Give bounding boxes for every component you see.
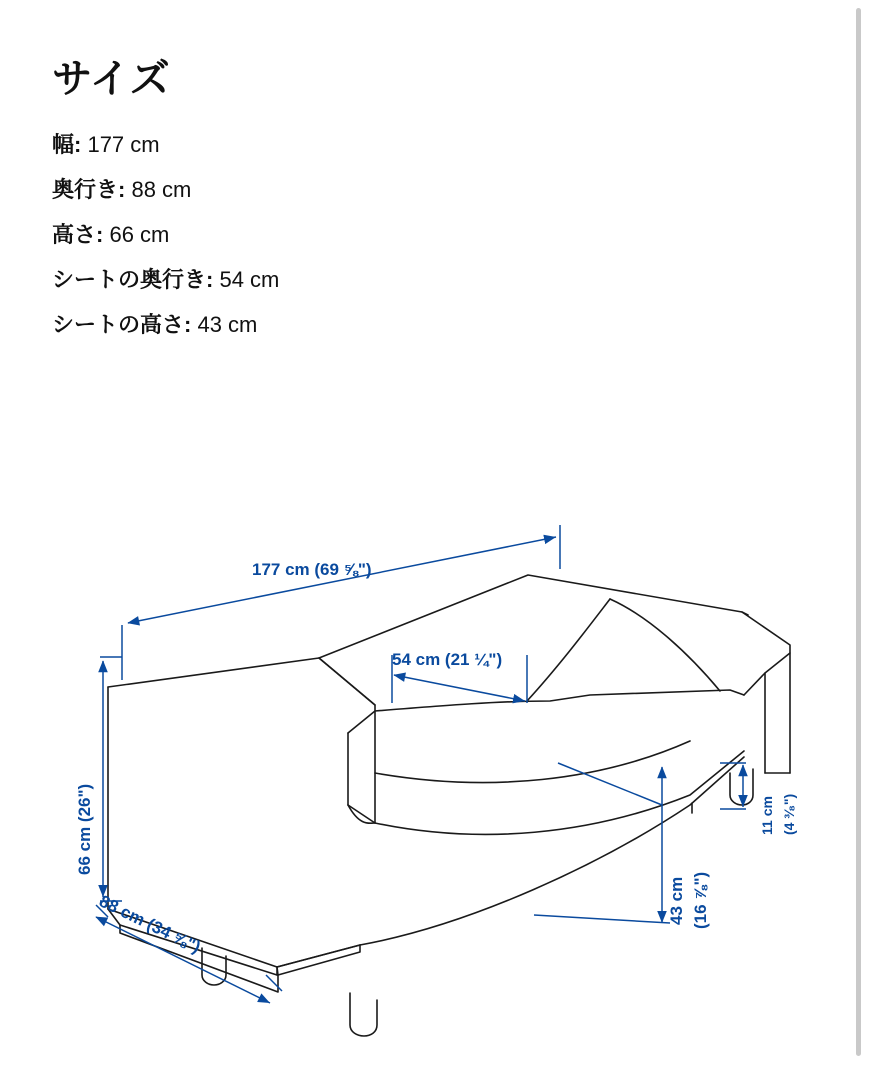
extension-line-seatheight-bottom <box>534 915 670 923</box>
dimension-label-depth: 88 cm (34 ⅝") <box>96 891 204 957</box>
dimension-label-leg-height-line2: (4 ³⁄₈") <box>781 793 797 835</box>
dimension-line-seatdepth <box>394 675 525 701</box>
spec-label-seat-depth: シートの奥行き: <box>52 267 214 292</box>
dimension-label-seat-height-line2: (16 ⅞") <box>691 871 710 929</box>
sofa-dimension-drawing <box>30 505 850 1065</box>
dimension-line-width <box>128 537 556 623</box>
dimension-label-width: 177 cm (69 ⅝") <box>252 560 372 579</box>
spec-label-height: 高さ: <box>52 222 104 247</box>
page-title: サイズ <box>52 57 171 102</box>
spec-value-seat-height: 43 cm <box>197 312 258 337</box>
list-item <box>52 122 612 167</box>
spec-value-height: 66 cm <box>109 222 170 247</box>
dimension-label-leg-height-line1: 11 cm <box>759 796 775 835</box>
page-scrollbar-track[interactable] <box>861 0 867 1080</box>
list-item <box>52 167 612 212</box>
spec-label-depth: 奥行き: <box>52 177 126 202</box>
sofa-illustration <box>108 575 790 1036</box>
spec-value-depth: 88 cm <box>131 177 192 202</box>
dimension-label-seat-depth: 54 cm (21 ¼") <box>392 650 503 669</box>
spec-label-seat-height: シートの高さ: <box>52 312 192 337</box>
page-scrollbar-thumb[interactable] <box>856 8 861 1056</box>
list-item <box>52 257 612 302</box>
spec-label-width: 幅: <box>52 132 82 157</box>
spec-value-width: 177 cm <box>87 132 160 157</box>
dimension-label-height: 66 cm (26") <box>75 783 94 875</box>
leader-line-seatheight <box>558 763 662 805</box>
spec-value-seat-depth: 54 cm <box>219 267 280 292</box>
list-item <box>52 212 612 257</box>
specification-list <box>52 122 612 347</box>
list-item <box>52 302 612 347</box>
dimension-label-seat-height-line1: 43 cm <box>667 876 686 925</box>
